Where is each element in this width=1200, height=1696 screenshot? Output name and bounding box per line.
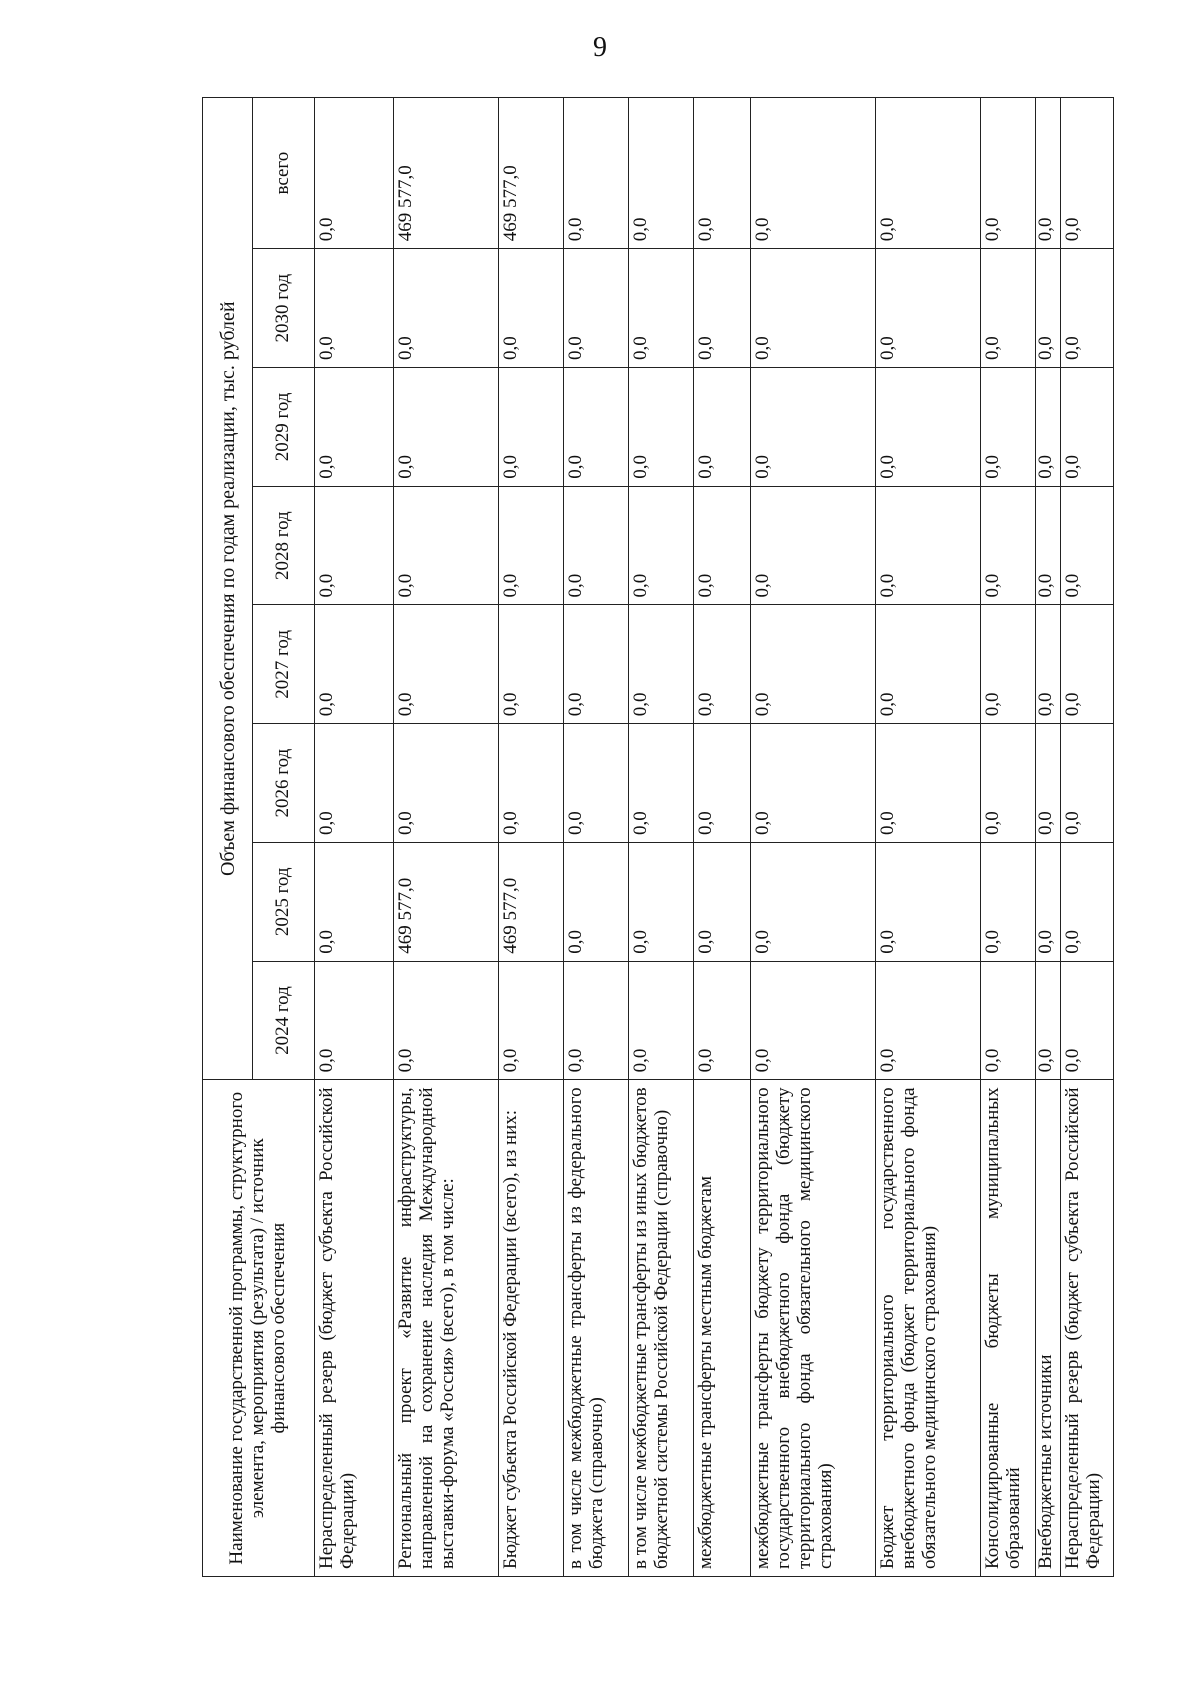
cell-value: 0,0 [564,961,629,1080]
cell-value: 0,0 [694,842,751,961]
cell-total: 0,0 [751,98,876,249]
row-name: Региональный проект «Развитие инфраструктуры, направленной на сохранение наследия Международной выставки-форума «Россия» (всего), в том числе: [394,1080,499,1577]
cell-value: 0,0 [751,368,876,487]
table-row [499,98,564,1577]
cell-value: 0,0 [694,961,751,1080]
cell-value: 0,0 [1061,605,1114,724]
table-row [1036,98,1061,1577]
cell-value: 0,0 [564,368,629,487]
table-row [394,98,499,1577]
cell-value: 0,0 [694,724,751,843]
cell-value: 469 577,0 [394,842,499,961]
cell-value: 0,0 [564,486,629,605]
cell-value: 0,0 [876,249,981,368]
cell-value: 0,0 [315,486,394,605]
table-row [694,98,751,1577]
cell-value: 0,0 [499,486,564,605]
cell-value: 469 577,0 [499,842,564,961]
cell-value: 0,0 [394,486,499,605]
cell-value: 0,0 [981,368,1036,487]
cell-value: 0,0 [629,486,694,605]
row-name: в том числе межбюджетные трансферты из федерального бюджета (справочно) [564,1080,629,1577]
year-header: 2029 год [253,368,315,487]
cell-value: 0,0 [629,368,694,487]
cell-value: 0,0 [1036,724,1061,843]
cell-value: 0,0 [564,249,629,368]
cell-total: 0,0 [1061,98,1114,249]
cell-value: 0,0 [694,368,751,487]
cell-value: 0,0 [1061,249,1114,368]
cell-value: 0,0 [499,724,564,843]
page-number: 9 [593,32,607,63]
cell-total: 0,0 [629,98,694,249]
cell-total: 0,0 [315,98,394,249]
cell-value: 0,0 [981,605,1036,724]
year-header: 2030 год [253,249,315,368]
cell-value: 0,0 [1061,486,1114,605]
year-header: 2026 год [253,724,315,843]
cell-value: 0,0 [315,605,394,724]
cell-value: 0,0 [499,605,564,724]
cell-value: 0,0 [1036,605,1061,724]
cell-value: 0,0 [1061,724,1114,843]
table-row [315,98,394,1577]
rotated-table-container [202,97,1112,1577]
cell-value: 0,0 [629,961,694,1080]
cell-value: 0,0 [876,605,981,724]
cell-value: 0,0 [629,842,694,961]
row-name: Консолидированные бюджеты муниципальных образований [981,1080,1036,1577]
cell-value: 0,0 [394,368,499,487]
cell-total: 0,0 [694,98,751,249]
cell-value: 0,0 [876,368,981,487]
cell-value: 0,0 [315,842,394,961]
cell-value: 0,0 [981,961,1036,1080]
row-name: Бюджет субъекта Российской Федерации (всего), из них: [499,1080,564,1577]
cell-value: 0,0 [981,842,1036,961]
cell-total: 0,0 [876,98,981,249]
cell-value: 0,0 [315,368,394,487]
cell-value: 0,0 [564,605,629,724]
cell-value: 0,0 [981,249,1036,368]
cell-value: 0,0 [751,605,876,724]
row-name: в том числе межбюджетные трансферты из иных бюджетов бюджетной системы Российской Федерации (справочно) [629,1080,694,1577]
cell-value: 0,0 [499,961,564,1080]
cell-value: 0,0 [629,724,694,843]
cell-value: 0,0 [876,961,981,1080]
cell-value: 0,0 [1036,249,1061,368]
cell-value: 0,0 [499,368,564,487]
financing-table [202,97,1114,1577]
table-row [564,98,629,1577]
cell-value: 0,0 [315,961,394,1080]
row-name: межбюджетные трансферты бюджету территориального государственного внебюджетного фонда (бюджету территориального фонда обязательного медицинского страхования) [751,1080,876,1577]
name-column-header: Наименование государственной программы, структурного элемента, мероприятия (результата) / источник финансового обеспечения [203,1080,315,1577]
row-name: межбюджетные трансферты местным бюджетам [694,1080,751,1577]
cell-value: 0,0 [981,486,1036,605]
cell-value: 0,0 [1036,486,1061,605]
header-row-1 [203,98,253,1577]
volume-header: Объем финансового обеспечения по годам реализации, тыс. рублей [203,98,253,1080]
year-header: 2027 год [253,605,315,724]
cell-total: 469 577,0 [394,98,499,249]
cell-total: 0,0 [564,98,629,249]
cell-value: 0,0 [1036,842,1061,961]
cell-value: 0,0 [981,724,1036,843]
cell-value: 0,0 [876,486,981,605]
cell-value: 0,0 [694,486,751,605]
cell-value: 0,0 [751,724,876,843]
cell-value: 0,0 [876,842,981,961]
total-header: всего [253,98,315,249]
cell-value: 0,0 [751,486,876,605]
cell-value: 0,0 [394,249,499,368]
table-row [629,98,694,1577]
cell-value: 0,0 [394,961,499,1080]
table-row [981,98,1036,1577]
cell-value: 0,0 [751,249,876,368]
cell-value: 0,0 [315,249,394,368]
cell-value: 0,0 [1036,961,1061,1080]
cell-value: 0,0 [394,724,499,843]
cell-value: 0,0 [629,249,694,368]
cell-value: 0,0 [1061,961,1114,1080]
cell-value: 0,0 [876,724,981,843]
cell-value: 0,0 [315,724,394,843]
row-name: Нераспределенный резерв (бюджет субъекта Российской Федерации) [1061,1080,1114,1577]
row-name: Нераспределенный резерв (бюджет субъекта Российской Федерации) [315,1080,394,1577]
cell-total: 469 577,0 [499,98,564,249]
cell-value: 0,0 [394,605,499,724]
year-header: 2025 год [253,842,315,961]
cell-value: 0,0 [1061,368,1114,487]
cell-value: 0,0 [1061,842,1114,961]
year-header: 2024 год [253,961,315,1080]
year-header: 2028 год [253,486,315,605]
cell-total: 0,0 [981,98,1036,249]
cell-value: 0,0 [694,249,751,368]
cell-value: 0,0 [751,842,876,961]
row-name: Внебюджетные источники [1036,1080,1061,1577]
cell-value: 0,0 [694,605,751,724]
cell-value: 0,0 [564,724,629,843]
cell-value: 0,0 [499,249,564,368]
table-row [751,98,876,1577]
table-row [876,98,981,1577]
cell-value: 0,0 [1036,368,1061,487]
table-row [1061,98,1114,1577]
row-name: Бюджет территориального государственного внебюджетного фонда (бюджет территориального фонда обязательного медицинского страхования) [876,1080,981,1577]
cell-value: 0,0 [751,961,876,1080]
cell-total: 0,0 [1036,98,1061,249]
cell-value: 0,0 [629,605,694,724]
cell-value: 0,0 [564,842,629,961]
